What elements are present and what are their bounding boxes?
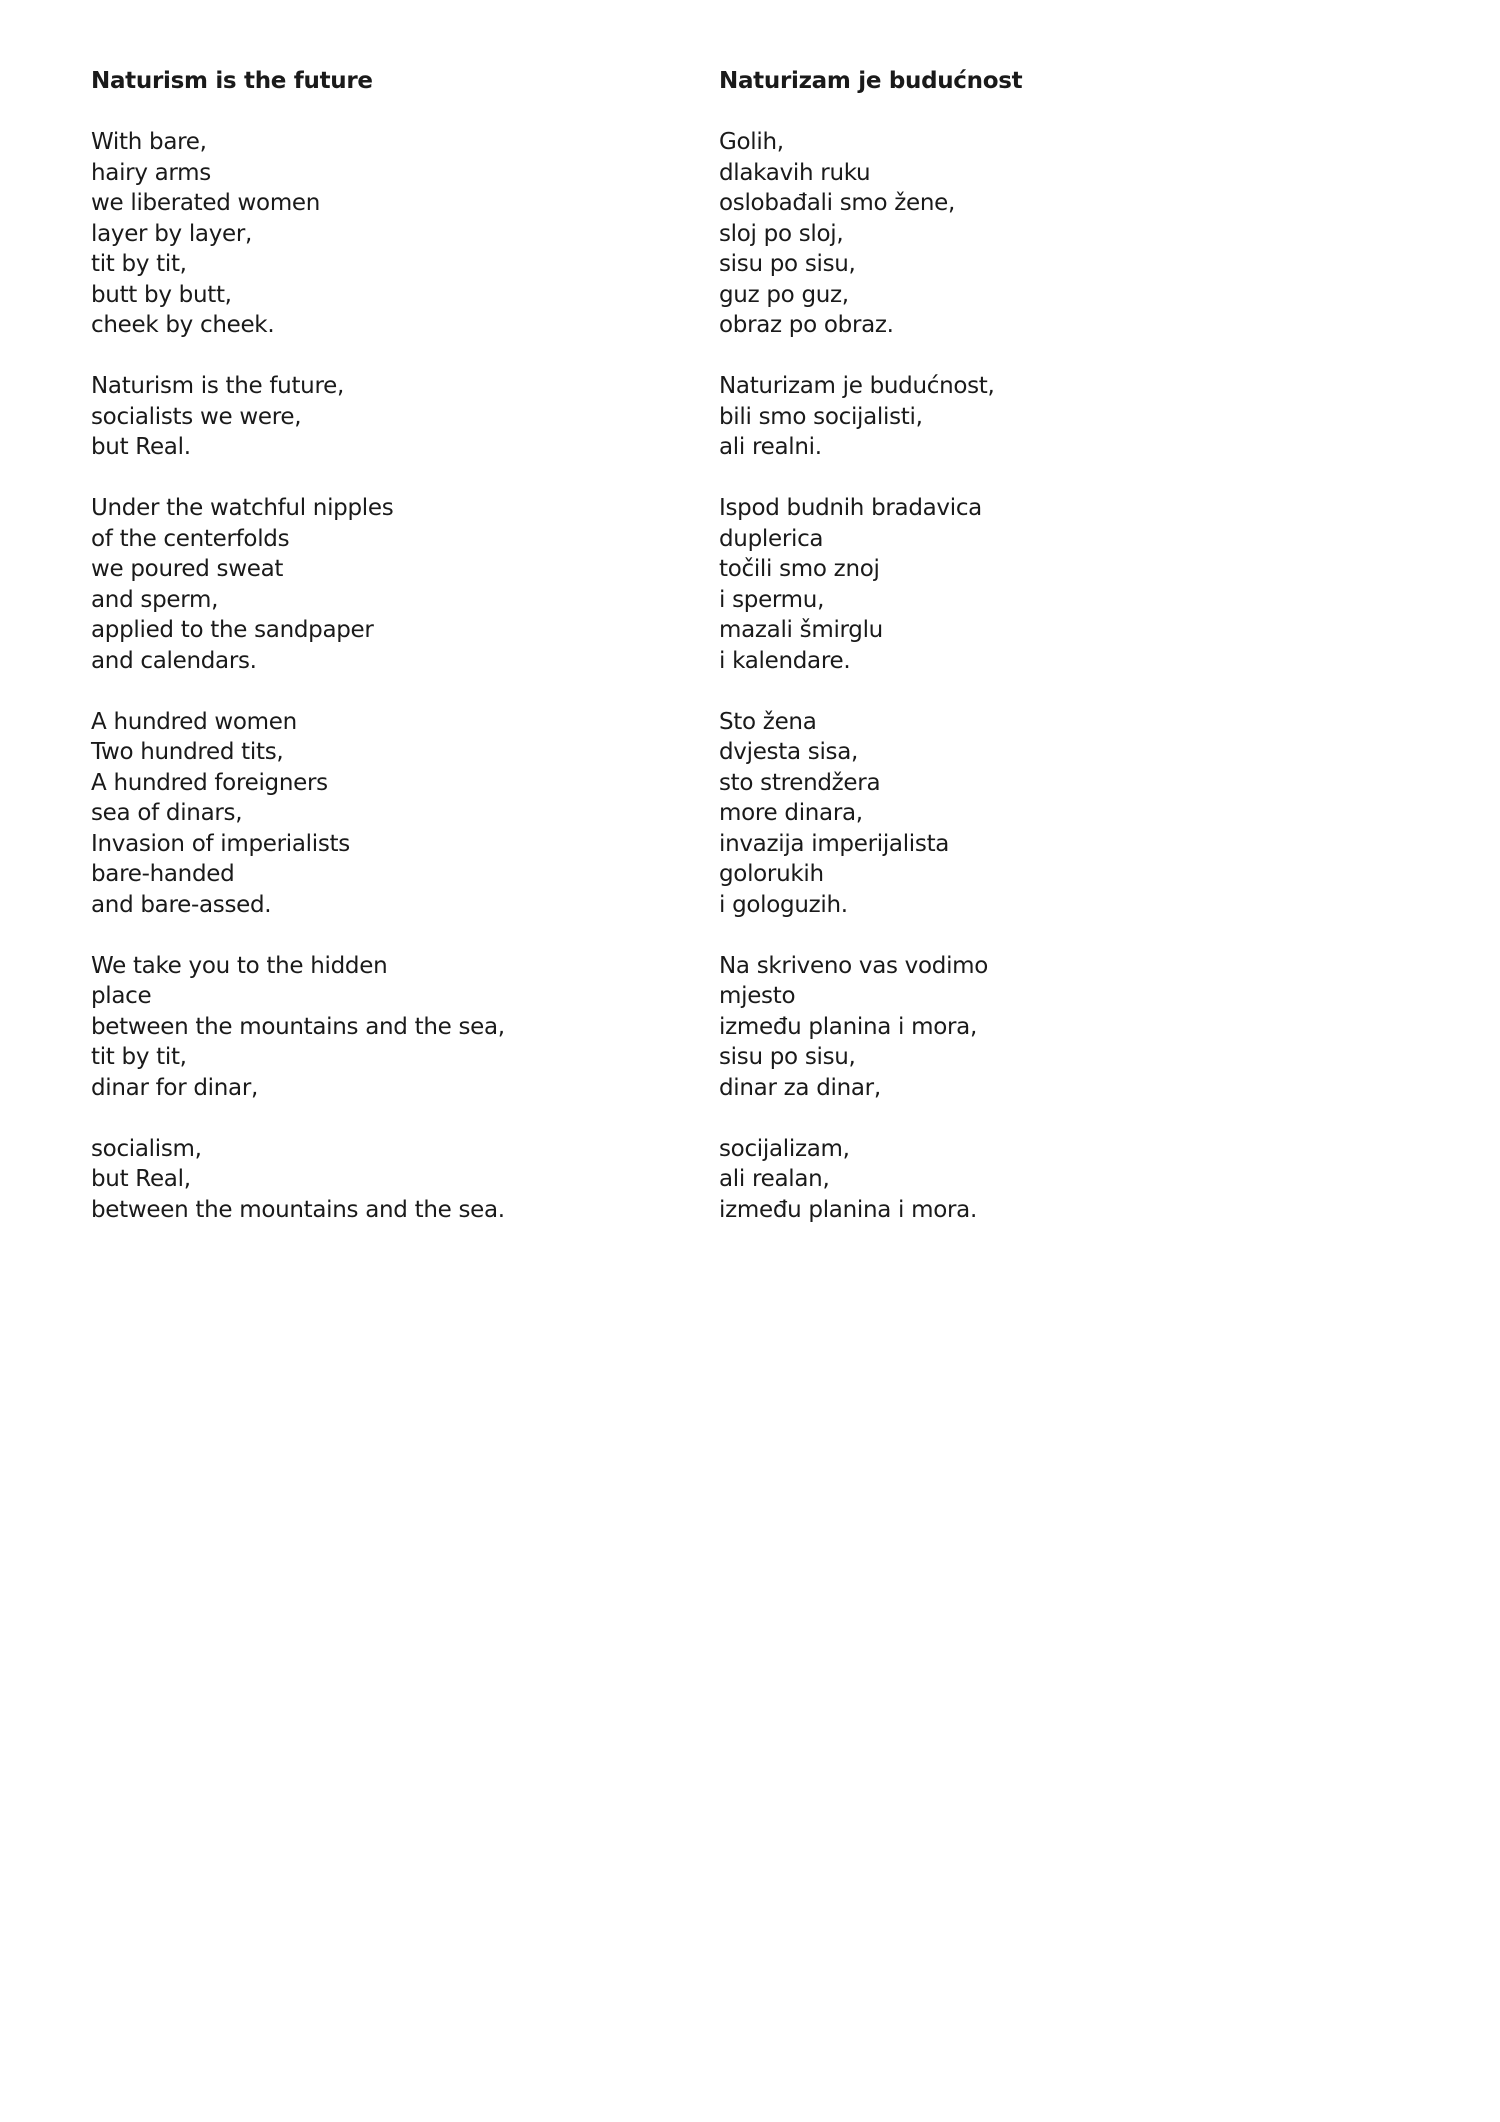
poem-line: oslobađali smo žene, [719, 190, 956, 216]
poem-line: bare-handed [91, 861, 235, 887]
poem-line: we poured sweat [91, 556, 284, 582]
poem-line: and bare-assed. [91, 891, 272, 918]
stanza [719, 371, 1319, 463]
poem-line: applied to the sandpaper [91, 617, 374, 643]
poem-line: između planina i mora. [719, 1196, 977, 1223]
poem-line: Golih, [719, 129, 784, 155]
poem-line: dinar za dinar, [719, 1074, 881, 1101]
poem-line: između planina i mora, [719, 1013, 977, 1040]
poem-line: mjesto [719, 983, 796, 1009]
poem-line: Under the watchful nipples [91, 495, 394, 521]
poem-line: invazija imperijalista [719, 830, 950, 857]
poem-line: more dinara, [719, 800, 863, 826]
croatian-poem [719, 66, 1319, 1225]
poem-line: but Real, [91, 1166, 191, 1192]
poem-line: tit by tit, [91, 251, 187, 277]
poem-line: of the centerfolds [91, 525, 290, 552]
poem-line: dlakavih ruku [719, 159, 871, 186]
poem-line: With bare, [91, 129, 207, 155]
stanza [719, 493, 1319, 676]
poem-line: between the mountains and the sea. [91, 1196, 505, 1223]
poem-line: i spermu, [719, 586, 825, 613]
poem-line: Two hundred tits, [91, 739, 284, 765]
poem-line: sisu po sisu, [719, 1044, 856, 1070]
stanza [91, 951, 691, 1104]
croatian-stanzas [719, 127, 1319, 1225]
poem-line: A hundred women [91, 708, 297, 735]
poem-line: layer by layer, [91, 220, 253, 247]
stanza [719, 951, 1319, 1104]
english-poem [91, 66, 691, 1225]
poem-line: golorukih [719, 861, 824, 887]
poem-line: cheek by cheek. [91, 312, 275, 338]
poem-line: hairy arms [91, 159, 211, 186]
poem-line: butt by butt, [91, 281, 232, 308]
poem-line: and calendars. [91, 647, 257, 674]
stanza [719, 1134, 1319, 1226]
poem-line: duplerica [719, 525, 824, 552]
poem-line: Sto žena [719, 708, 817, 735]
poem-line: obraz po obraz. [719, 312, 894, 338]
poem-line: Invasion of imperialists [91, 830, 350, 857]
poem-line: bili smo socijalisti, [719, 403, 923, 430]
stanza [91, 1134, 691, 1226]
poem-line: socialists we were, [91, 403, 302, 430]
poem-line: socialism, [91, 1135, 202, 1162]
poem-line: Na skriveno vas vodimo [719, 952, 989, 979]
poem-line: sto strendžera [719, 769, 881, 796]
poem-line: socijalizam, [719, 1135, 850, 1162]
poem-line: place [91, 983, 152, 1009]
stanza [91, 371, 691, 463]
stanza [719, 707, 1319, 921]
poem-line: sloj po sloj, [719, 220, 844, 247]
poem-line: A hundred foreigners [91, 769, 328, 796]
poem-line: ali realni. [719, 434, 822, 460]
poem-line: sisu po sisu, [719, 251, 856, 277]
poem-line: ali realan, [719, 1166, 830, 1192]
poem-line: tit by tit, [91, 1044, 187, 1070]
poem-line: točili smo znoj [719, 556, 880, 582]
stanza [91, 707, 691, 921]
croatian-poem-title: Naturizam je budućnost [719, 68, 1023, 94]
poem-line: Ispod budnih bradavica [719, 495, 982, 521]
poem-line: between the mountains and the sea, [91, 1013, 505, 1040]
english-stanzas [91, 127, 691, 1225]
poem-line: guz po guz, [719, 281, 849, 308]
poem-line: we liberated women [91, 190, 321, 216]
stanza [91, 493, 691, 676]
stanza [719, 127, 1319, 341]
poem-line: mazali šmirglu [719, 617, 883, 643]
poem-line: We take you to the hidden [91, 952, 388, 979]
poem-line: dvjesta sisa, [719, 739, 859, 765]
poem-line: i kalendare. [719, 647, 851, 674]
poem-line: and sperm, [91, 586, 219, 613]
stanza [91, 127, 691, 341]
poem-line: dinar for dinar, [91, 1074, 258, 1101]
poem-line: sea of dinars, [91, 800, 243, 826]
poem-line: Naturism is the future, [91, 373, 344, 399]
poem-line: but Real. [91, 434, 191, 460]
english-poem-title: Naturism is the future [91, 68, 373, 94]
poem-line: i gologuzih. [719, 891, 848, 918]
poem-line: Naturizam je budućnost, [719, 373, 995, 399]
